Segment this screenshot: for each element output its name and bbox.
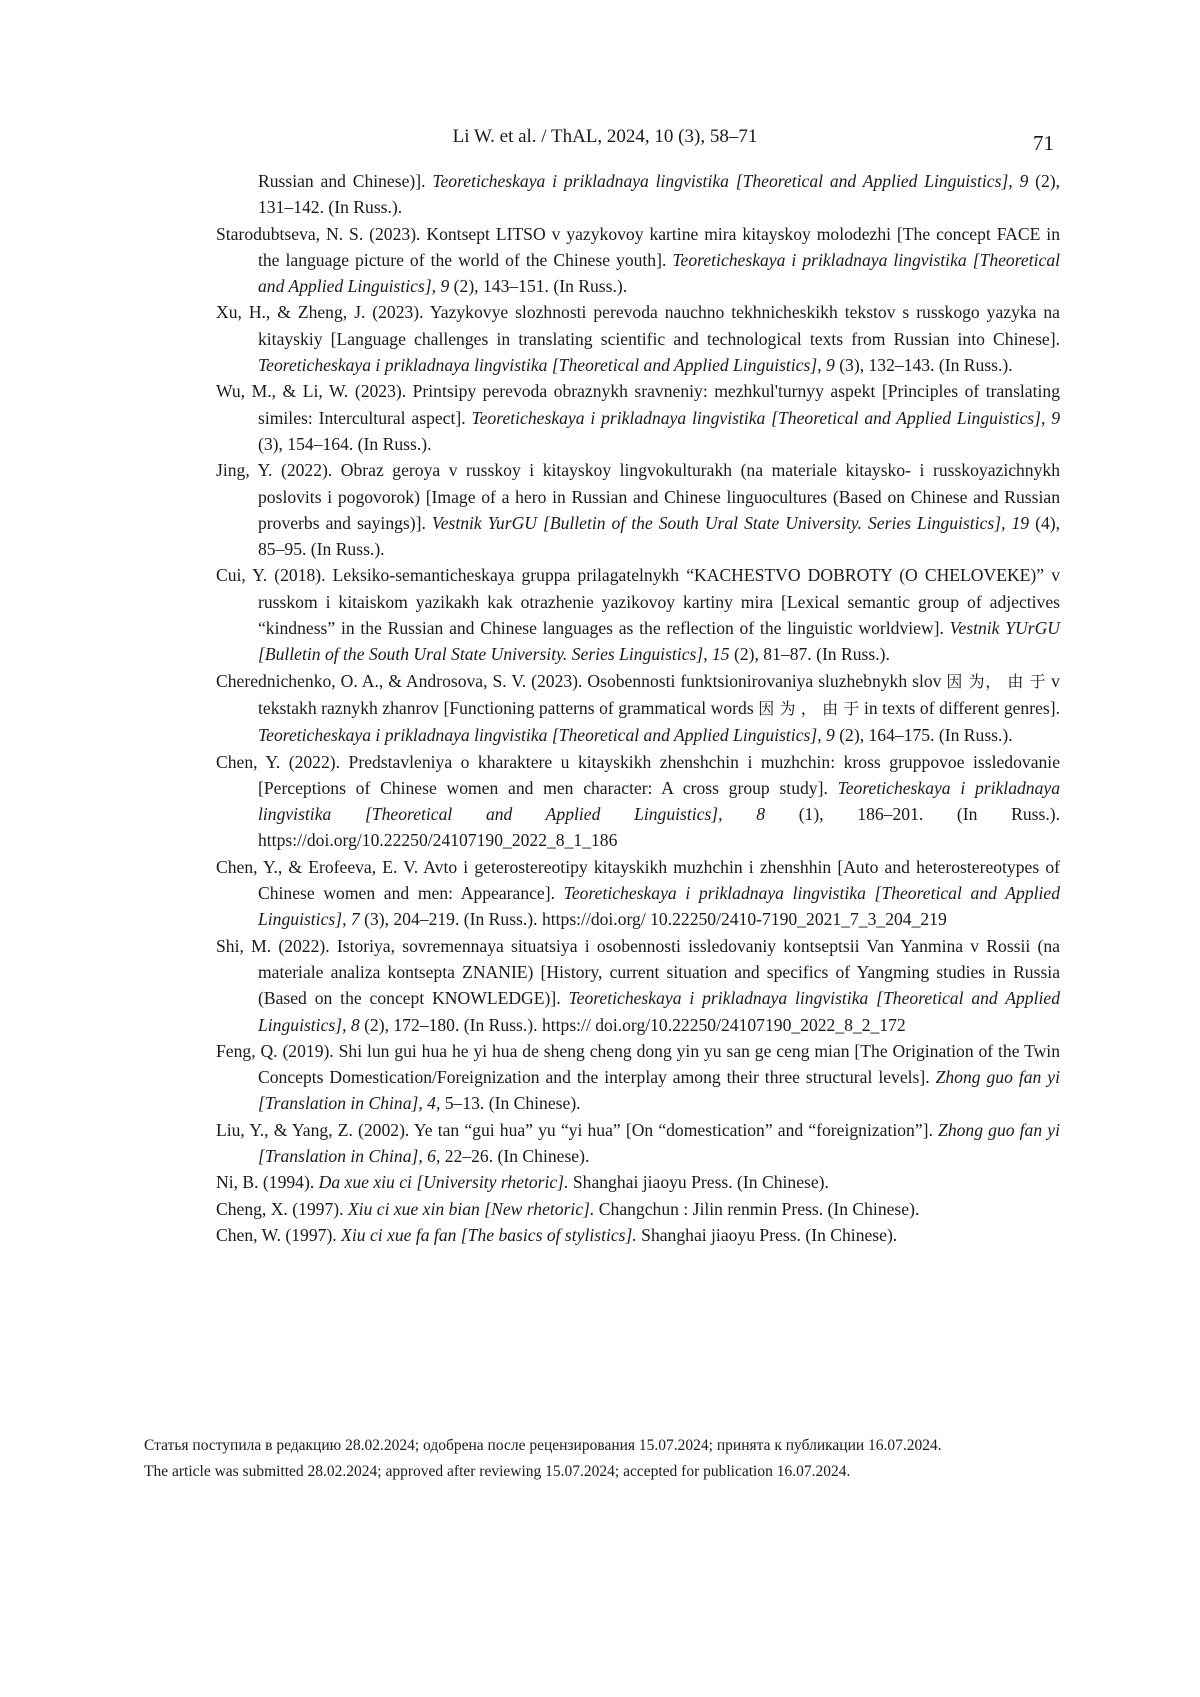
reference-item: Chen, W. (1997). Xiu ci xue fa fan [The basics of stylistics]. Shanghai jiaoyu Press. (In Chinese). [216, 1224, 898, 1245]
reference-item: Liu, Y., & Yang, Z. (2002). Ye tan “gui hua” yu “yi hua” [On “domestication” and “foreignization”]. Zhong guo fan yi [Translation in China], 6, 22–26. (In Chinese). [216, 1119, 1060, 1166]
submission-note-ru: Статья поступила в редакцию 28.02.2024; одобрена после рецензирования 15.07.2024; принята к публикации 16.07.2024. [144, 1437, 942, 1454]
reference-item: Russian and Chinese)]. Teoreticheskaya i prikladnaya lingvistika [Theoretical and Applied Linguistics], 9 (2), 131–142. (In Russ.). [258, 171, 1061, 218]
reference-item: Shi, M. (2022). Istoriya, sovremennaya situatsiya i osobennosti issledovaniy kontseptsii Van Yanmina v Rossii (na materiale analiza kontsepta ZNANIE) [History, current situation and specifics of Yangming studies in Russia (Based on the concept KNOWLEDGE)]. Teoreticheskaya i prikladnaya lingvistika [Theoretical and Applied Linguistics], 8 (2), 172–180. (In Russ.). https:// doi.org/10.22250/24107190_2022_8_2_172 [216, 935, 1060, 1035]
reference-item: Starodubtseva, N. S. (2023). Kontsept LITSO v yazykovoy kartine mira kitayskoy molodezhi [The concept FACE in the language picture of the world of the Chinese youth]. Teoreticheskaya i prikladnaya lingvistika [Theoretical and Applied Linguistics], 9 (2), 143–151. (In Russ.). [216, 223, 1061, 297]
reference-item: Wu, M., & Li, W. (2023). Printsipy perevoda obraznykh sravneniy: mezhkul'turnyy aspekt [Principles of translating similes: Intercultural aspect]. Teoreticheskaya i prikladnaya lingvistika [Theoretical and Applied Linguistics], 9 (3), 154–164. (In Russ.). [216, 381, 1061, 454]
reference-item: Xu, H., & Zheng, J. (2023). Yazykovye slozhnosti perevoda nauchno tekhnicheskikh tekstov s russkogo yazyka na kitayskiy [Language challenges in translating scientific and technological texts from Russian into Chinese]. Teoreticheskaya i prikladnaya lingvistika [Theoretical and Applied Linguistics], 9 (3), 132–143. (In Russ.). [216, 302, 1060, 376]
reference-item: Chen, Y. (2022). Predstavleniya o kharaktere u kitayskikh zhenshchin i muzhchin: kross gruppovoe issledovanie [Perceptions of Chinese women and men character: A cross group study]. Teoreticheskaya i prikladnaya lingvistika [Theoretical and Applied Linguistics], 8 (1), 186–201. (In Russ.). https://doi.org/10.22250/24107190_2022_8_1_186 [216, 751, 1060, 851]
page-header [0, 126, 1200, 156]
reference-item: Cheng, X. (1997). Xiu ci xue xin bian [New rhetoric]. Changchun : Jilin renmin Press. (In Chinese). [216, 1198, 920, 1219]
page-number: 71 [1033, 131, 1054, 155]
running-title: Li W. et al. / ThAL, 2024, 10 (3), 58–71 [452, 126, 758, 147]
reference-item: Chen, Y., & Erofeeva, E. V. Avto i geterostereotipy kitayskikh muzhchin i zhenshhin [Auto and heterostereotypes of Chinese women and men: Appearance]. Teoreticheskaya i prikladnaya lingvistika [Theoretical and Applied Linguistics], 7 (3), 204–219. (In Russ.). https://doi.org/ 10.22250/2410-7190_2021_7_3_204_219 [216, 856, 1060, 930]
submission-notes [144, 1433, 1084, 1485]
submission-note-en: The article was submitted 28.02.2024; approved after reviewing 15.07.2024; accepted for publication 16.07.2024. [144, 1463, 851, 1480]
reference-item: Feng, Q. (2019). Shi lun gui hua he yi hua de sheng cheng dong yin yu san ge ceng mian [The Origination of the Twin Concepts Domestication/Foreignization and the interplay among their three structural levels]. Zhong guo fan yi [Translation in China], 4, 5–13. (In Chinese). [216, 1040, 1060, 1114]
reference-item: Cherednichenko, O. A., & Androsova, S. V. (2023). Osobennosti funktsionirovaniya sluzhebnykh slov 因 为， 由 于 v tekstakh raznykh zhanrov [Functioning patterns of grammatical words 因 为 ， 由 于 in texts of different genres]. Teoreticheskaya i prikladnaya lingvistika [Theoretical and Applied Linguistics], 9 (2), 164–175. (In Russ.). [216, 670, 1060, 746]
reference-list [216, 168, 1060, 1248]
reference-item: Ni, B. (1994). Da xue xiu ci [University rhetoric]. Shanghai jiaoyu Press. (In Chinese). [216, 1172, 829, 1193]
reference-item: Cui, Y. (2018). Leksiko-semanticheskaya gruppa prilagatelnykh “KACHESTVO DOBROTY (O CHELOVEKE)” v russkom i kitaiskom yazikakh kak otrazhenie yazikovoy kartiny mira [Lexical semantic group of adjectives “kindness” in the Russian and Chinese languages as the reflection of the linguistic worldview]. Vestnik YUrGU [Bulletin of the South Ural State University. Series Linguistics], 15 (2), 81–87. (In Russ.). [216, 565, 1060, 665]
reference-item: Jing, Y. (2022). Obraz geroya v russkoy i kitayskoy lingvokulturakh (na materiale kitaysko- i russkoyazichnykh poslovits i pogovorok) [Image of a hero in Russian and Chinese linguocultures (Based on Chinese and Russian proverbs and sayings)]. Vestnik YurGU [Bulletin of the South Ural State University. Series Linguistics], 19 (4), 85–95. (In Russ.). [216, 460, 1061, 560]
